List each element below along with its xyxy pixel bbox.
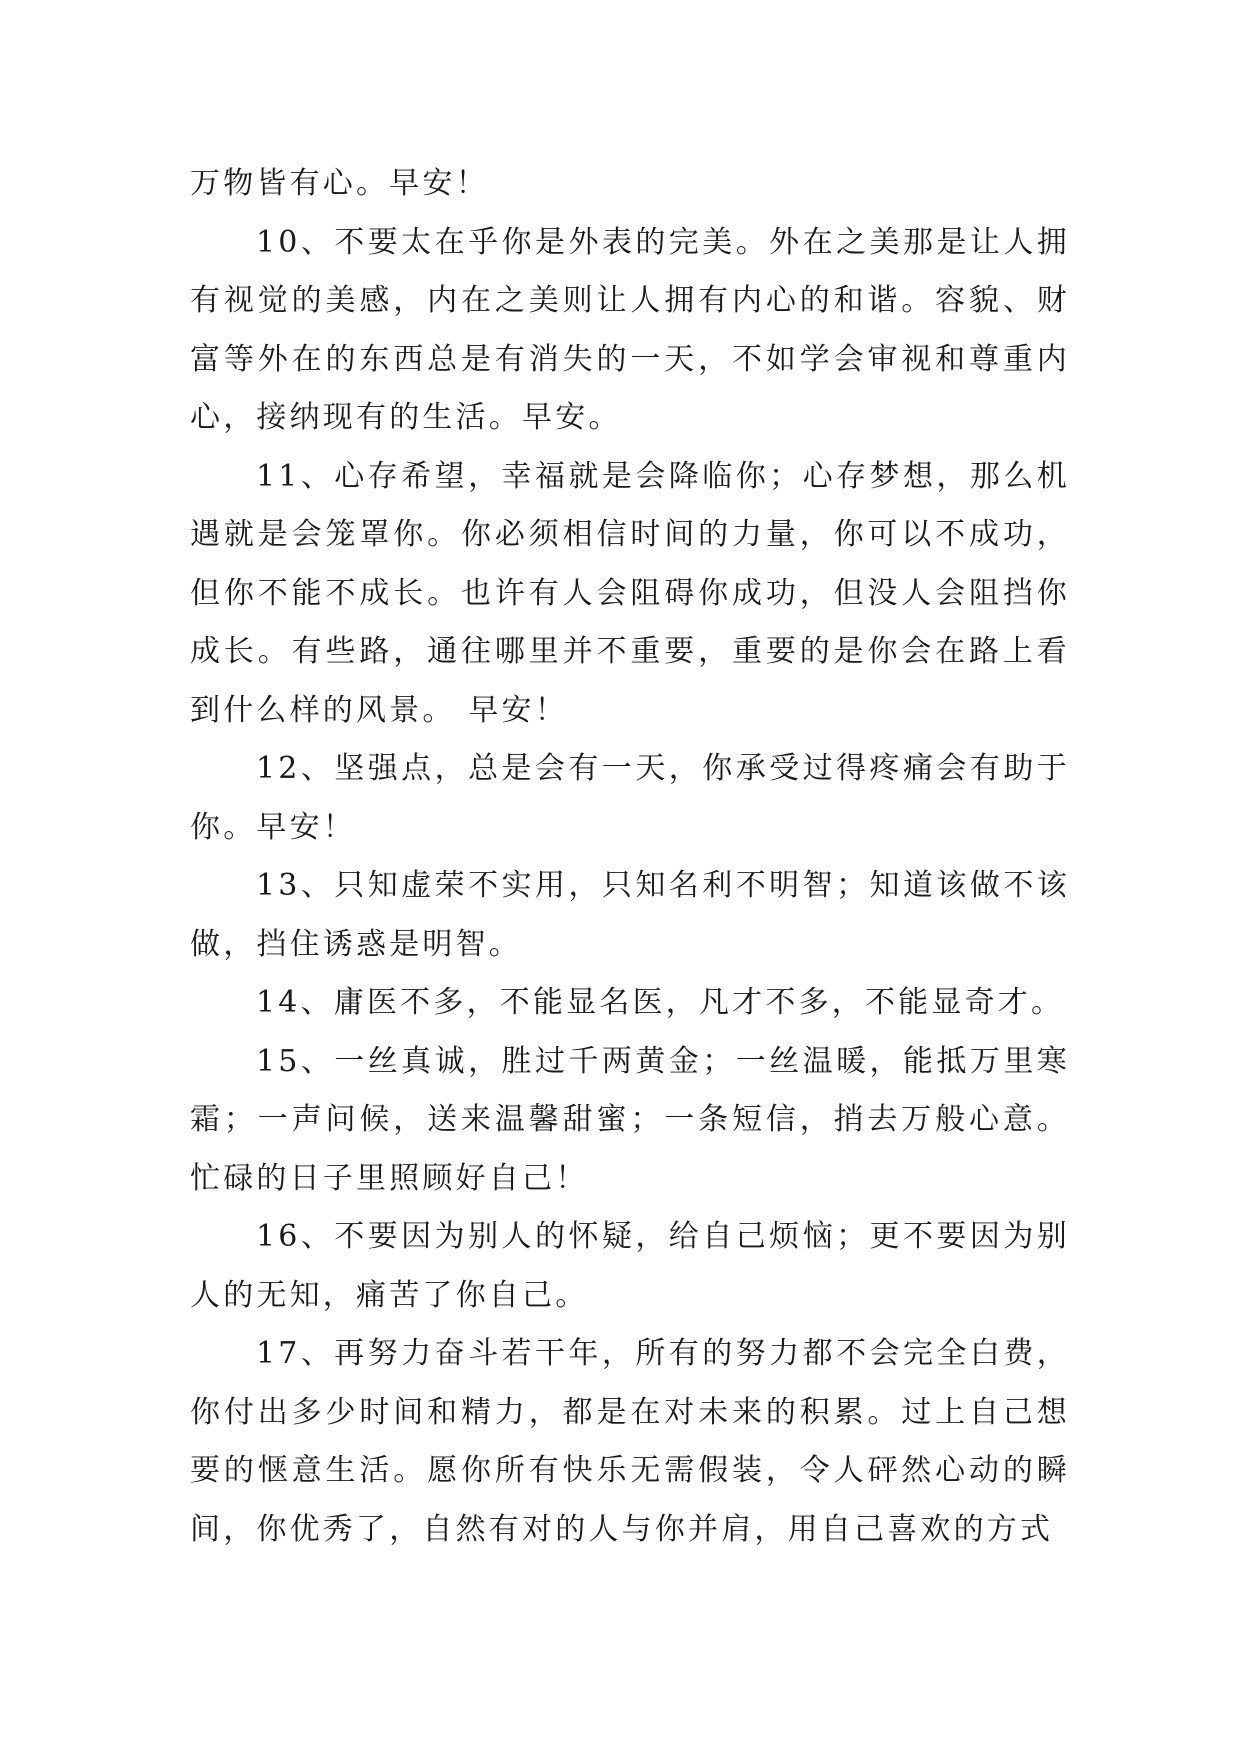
paragraph-15: 15、一丝真诚，胜过千两黄金；一丝温暖，能抵万里寒霜；一声问候，送来温馨甜蜜；一条短信，捎去万般心意。忙碌的日子里照顾好自己！ — [190, 1043, 1070, 1196]
paragraph-12: 12、坚强点，总是会有一天，你承受过得疼痛会有助于你。早安！ — [190, 751, 1070, 845]
paragraph-13: 13、只知虚荣不实用，只知名利不明智；知道该做不该做，挡住诱惑是明智。 — [190, 868, 1070, 962]
paragraph-14: 14、庸医不多，不能显名医，凡才不多，不能显奇才。 — [256, 985, 1065, 1020]
document-body — [190, 155, 1070, 1559]
paragraph-16: 16、不要因为别人的怀疑，给自己烦恼；更不要因为别人的无知，痛苦了你自己。 — [190, 1219, 1070, 1313]
paragraph-continuation: 万物皆有心。早安！ — [190, 166, 489, 201]
paragraph-17: 17、再努力奋斗若干年，所有的努力都不会完全白费，你付出多少时间和精力，都是在对未来的积累。过上自己想要的惬意生活。愿你所有快乐无需假装，令人砰然心动的瞬间，你优秀了，自然有对的人与你并肩，用自己喜欢的方式 — [190, 1336, 1070, 1547]
paragraph-10: 10、不要太在乎你是外表的完美。外在之美那是让人拥有视觉的美感，内在之美则让人拥有内心的和谐。容貌、财富等外在的东西总是有消失的一天，不如学会审视和尊重内心，接纳现有的生活。早安。 — [190, 224, 1070, 435]
paragraph-11: 11、心存希望，幸福就是会降临你；心存梦想，那么机遇就是会笼罩你。你必须相信时间的力量，你可以不成功，但你不能不成长。也许有人会阻碍你成功，但没人会阻挡你成长。有些路，通往哪里并不重要，重要的是你会在路上看到什么样的风景。 早安！ — [190, 458, 1070, 728]
